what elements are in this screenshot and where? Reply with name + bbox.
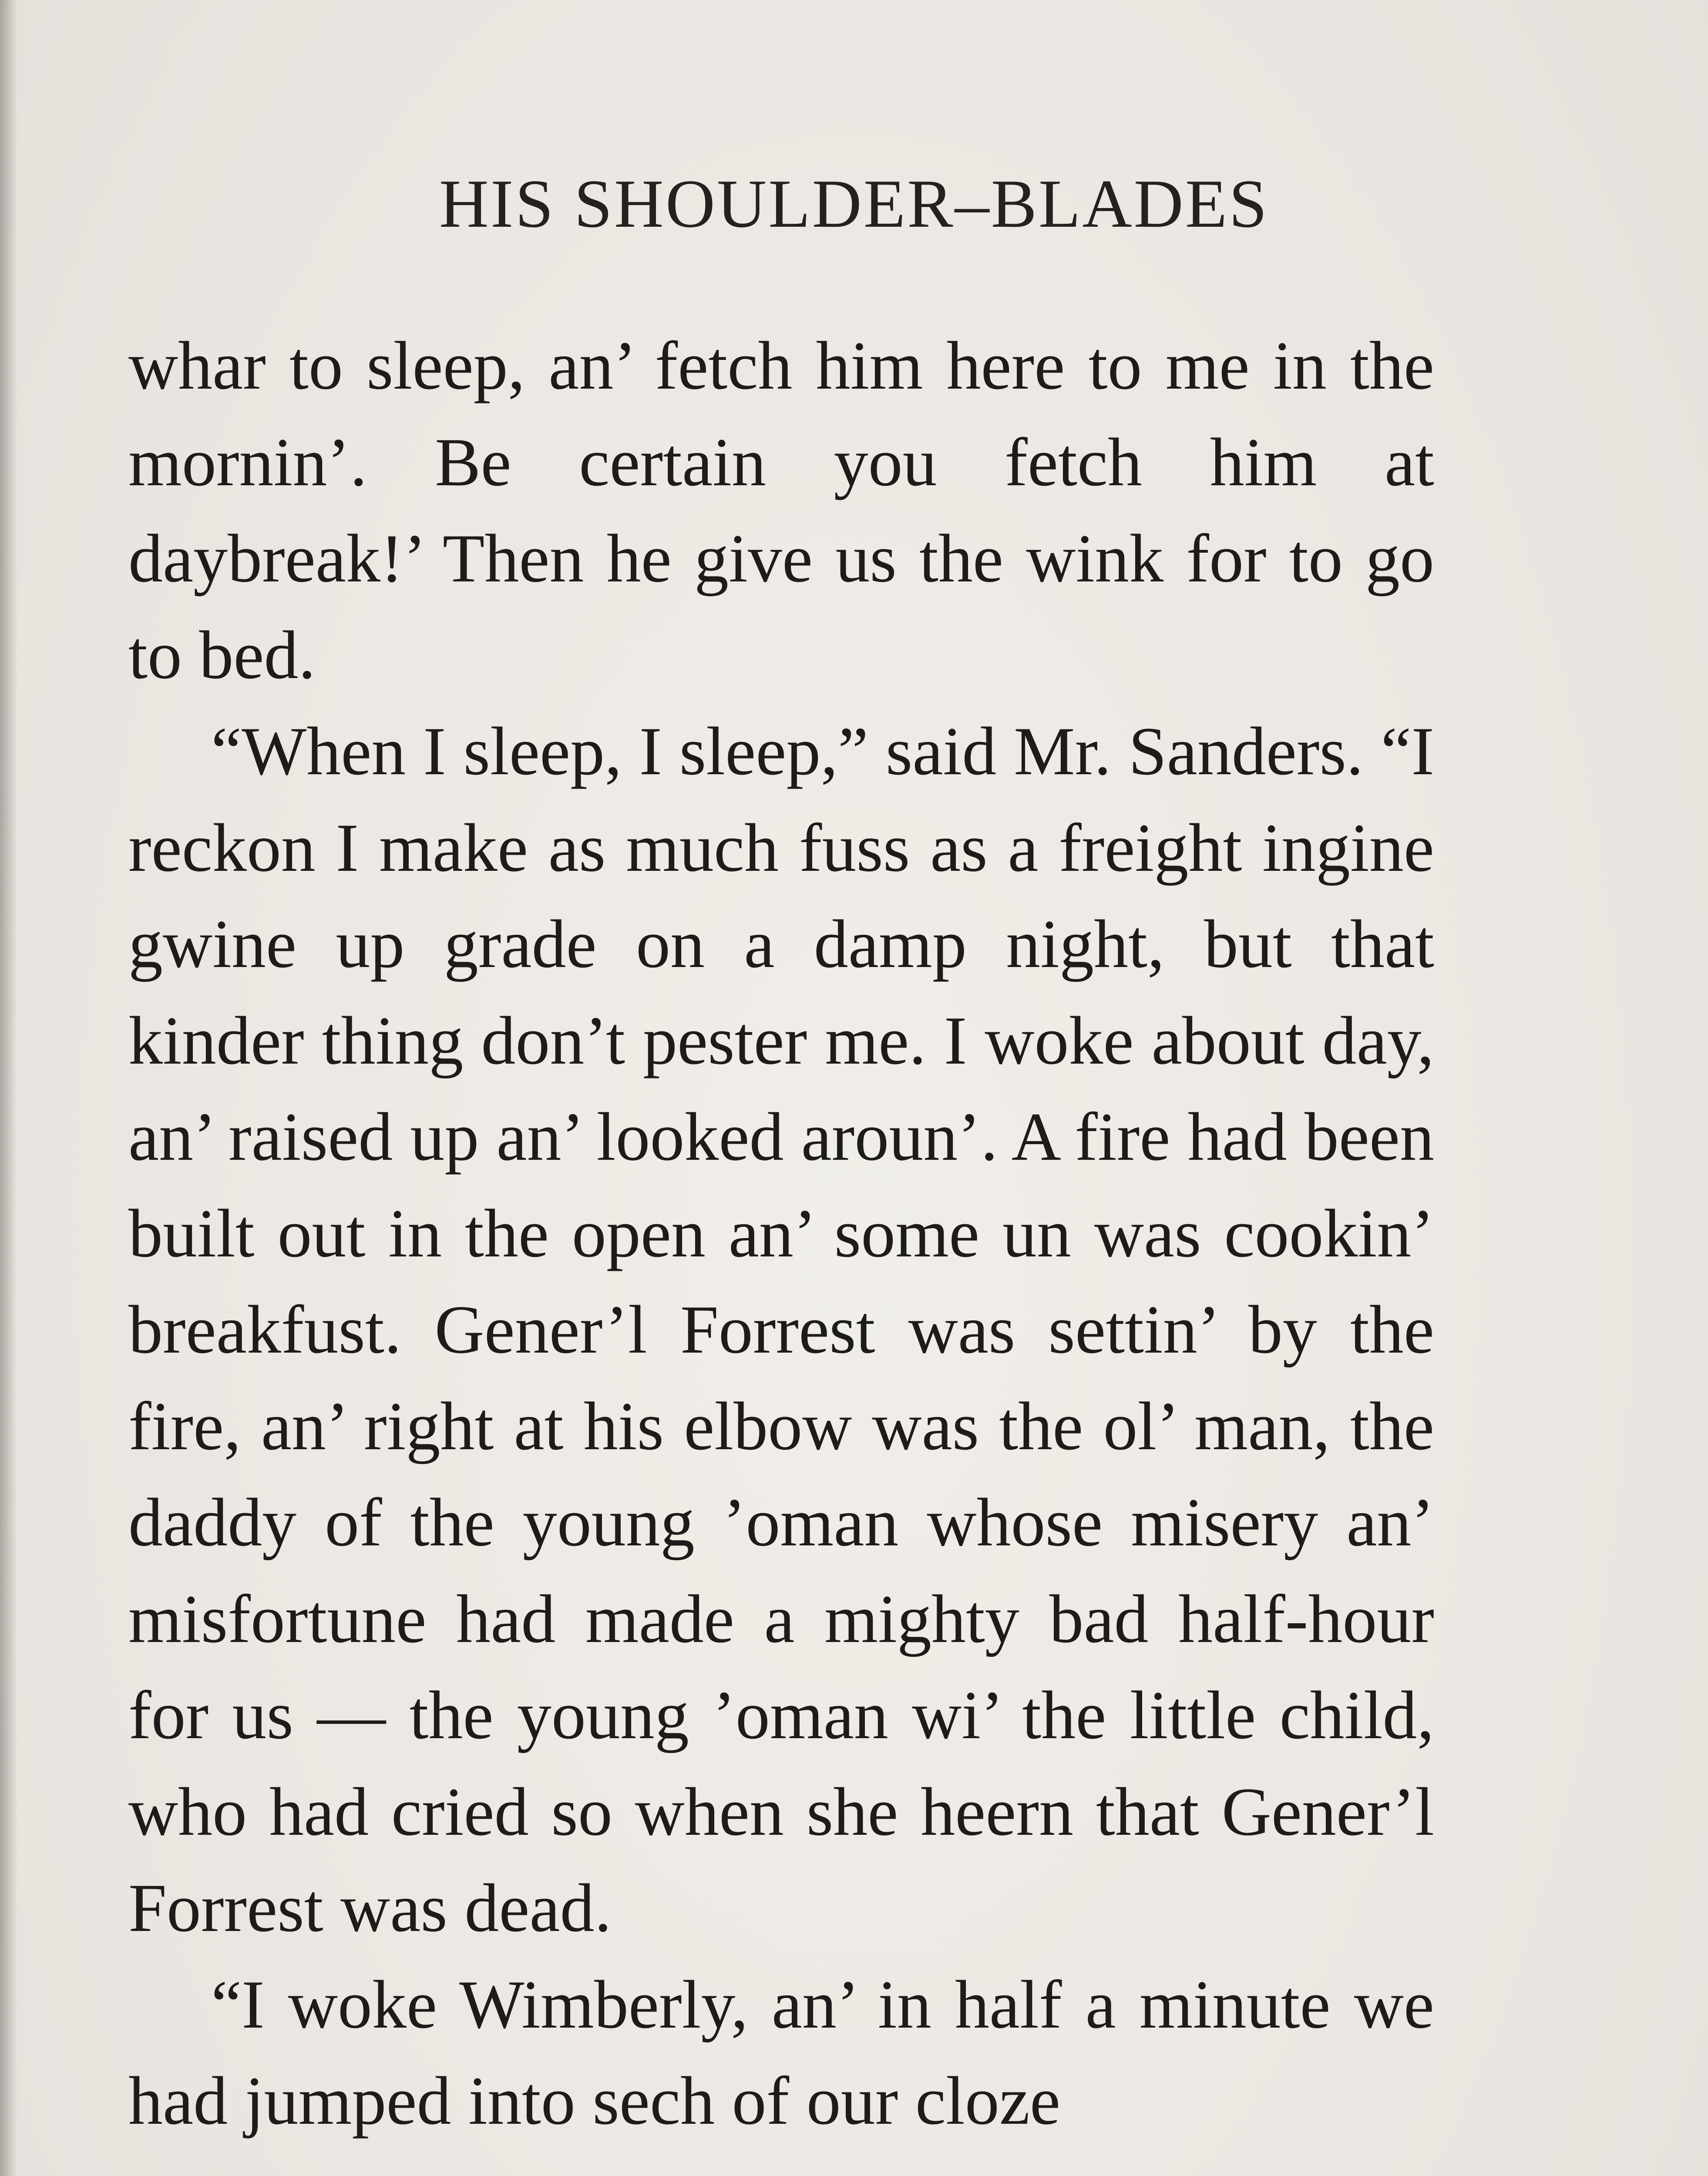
running-head: HIS SHOULDER–BLADES bbox=[439, 166, 1269, 242]
paragraph-2: “When I sleep, I sleep,” said Mr. Sanders. “I reckon I make as much fuss as a freight ingine gwine up grade on a damp night, but that kinder thing don’t pester me. I woke about day, an’ raised up an’ looked aroun’. A fire had been built out in the open an’ some un was cookin’ breakfust. Gener’l Forrest was settin’ by the fire, an’ right at his elbow was the ol’ man, the daddy of the young ’oman whose misery an’ misfortune had made a mighty bad half-hour for us — the young ’oman wi’ the little child, who had cried so when she heern that Gener’l Forrest was dead. bbox=[128, 713, 1434, 1946]
page-gutter-shadow bbox=[0, 0, 17, 2176]
body-text bbox=[128, 318, 1434, 2149]
paragraph-3: “I woke Wimberly, an’ in half a minute we had jumped into sech of our cloze bbox=[128, 1966, 1434, 2139]
paragraph-1: whar to sleep, an’ fetch him here to me in the mornin’. Be certain you fetch him at daybreak!’ Then he give us the wink for to go to bed. bbox=[128, 328, 1434, 693]
